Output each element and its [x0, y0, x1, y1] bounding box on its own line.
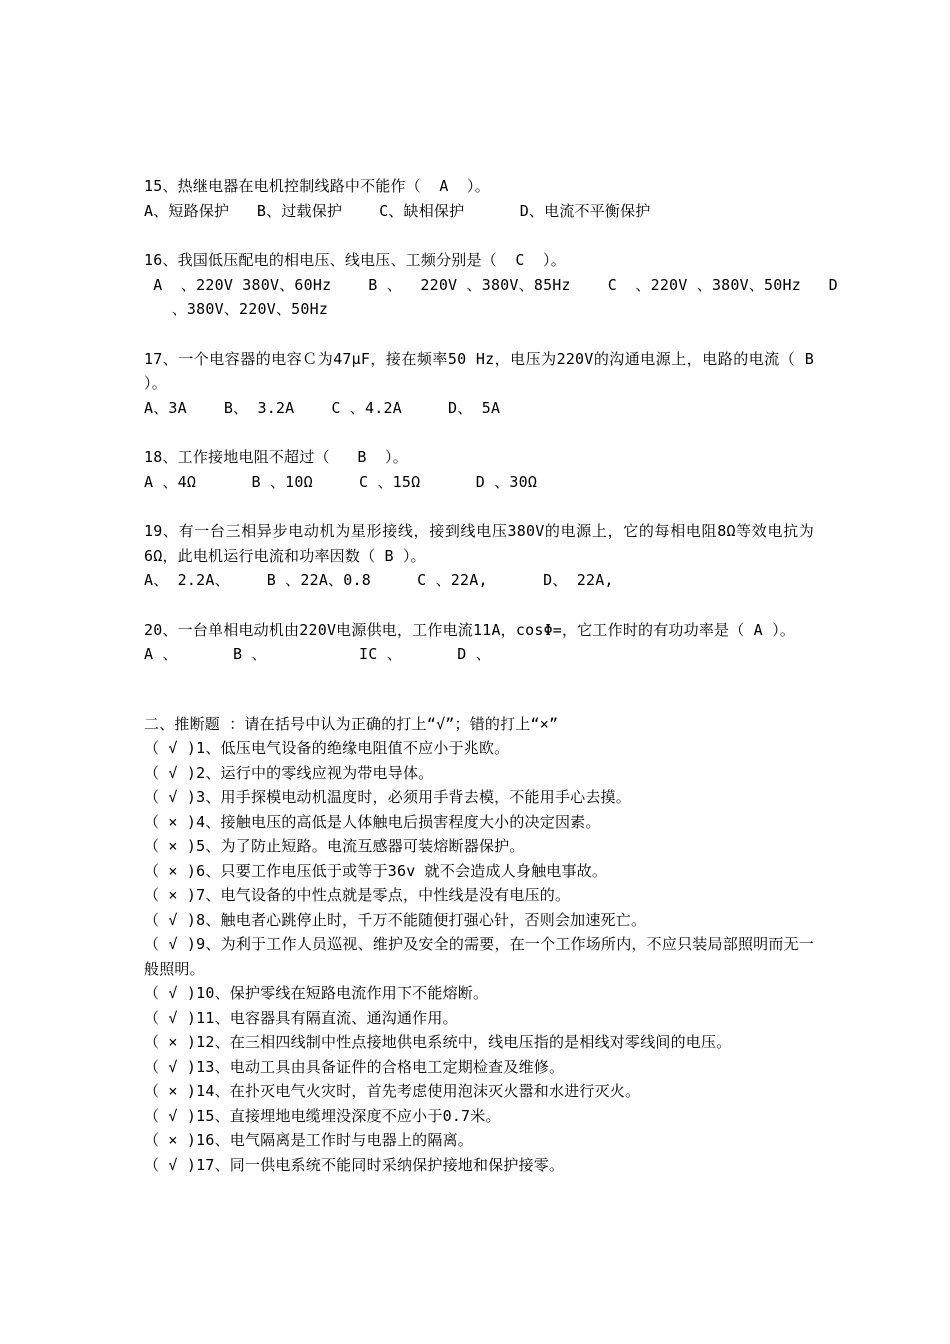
question-options: A 、 B 、 IC 、 D 、	[144, 645, 491, 663]
question-16	[144, 248, 838, 322]
question-options: A、 2.2A、 B 、22A、0.8 C 、22A, D、 22A,	[144, 571, 614, 589]
question-stem: 20、一台单相电动机由220V电源供电，工作电流11A，cosΦ=，它工作时的有功功率是（ A ）。	[144, 620, 796, 639]
question-18	[144, 445, 814, 494]
question-stem: 16、我国低压配电的相电压、线电压、工频分别是（ C ）。	[144, 251, 566, 269]
judgement-item: （ √ )17、同一供电系统不能同时采纳保护接地和保护接零。	[144, 1155, 565, 1174]
question-17	[144, 347, 814, 421]
question-19	[144, 519, 814, 593]
judgement-item: （ × )6、只要工作电压低于或等于36v 就不会造成人身触电事故。	[144, 861, 608, 880]
question-options: A、3A B、 3.2A C 、4.2A D、 5A	[144, 398, 501, 417]
judgement-item: （ √ )8、触电者心跳停止时，千万不能随便打强心针，否则会加速死亡。	[144, 910, 647, 929]
judgement-item: （ √ )11、电容器具有隔直流、通沟通作用。	[144, 1008, 458, 1027]
question-15	[144, 174, 814, 223]
judgement-item: （ √ )10、保护零线在短路电流作用下不能熔断。	[144, 984, 489, 1002]
question-options: A 、220V 380V、60Hz B 、 220V 、380V、85Hz C 、220V 、380V、50Hz D	[144, 275, 838, 294]
section-judgement	[144, 712, 814, 1178]
question-stem: 19、有一台三相异步电动机为星形接线，接到线电压380V的电源上，它的每相电阻8Ω等效电抗为6Ω，此电机运行电流和功率因数（ B ）。	[144, 522, 814, 565]
judgement-item: （ √ )9、为利于工作人员巡视、维护及安全的需要，在一个工作场所内，不应只装局部照明而无一般照明。	[144, 935, 814, 978]
judgement-item: （ × )5、为了防止短路。电流互感器可装熔断器保护。	[144, 837, 525, 855]
judgement-item: （ √ )15、直接埋地电缆埋没深度不应小于0.7米。	[144, 1106, 501, 1125]
question-stem: 17、一个电容器的电容Ｃ为47μF，接在频率50 Hz，电压为220V的沟通电源上，电路的电流（ B ）。	[144, 349, 814, 392]
question-options-cont: 、380V、220V、50Hz	[144, 300, 329, 318]
judgement-item: （ × )16、电气隔离是工作时与电器上的隔离。	[144, 1131, 473, 1149]
question-options: A、短路保护 B、过载保护 C、缺相保护 D、电流不平衡保护	[144, 201, 651, 220]
question-options: A 、4Ω B 、10Ω C 、15Ω D 、30Ω	[144, 472, 538, 491]
question-stem: 18、工作接地电阻不超过（ B ）。	[144, 448, 408, 466]
question-20	[144, 618, 814, 667]
judgement-item: （ × )14、在扑灭电气火灾时，首先考虑使用泡沫灭火嚣和水进行灭火。	[144, 1082, 641, 1100]
judgement-item: （ √ )1、低压电气设备的绝缘电阻值不应小于兆欧。	[144, 739, 510, 757]
judgement-item: （ √ )13、电动工具由具备证件的合格电工定期检查及维修。	[144, 1057, 565, 1076]
section-title: 二、推断题 ：请在括号中认为正确的打上“√”；错的打上“×”	[144, 714, 559, 733]
judgement-item: （ × )12、在三相四线制中性点接地供电系统中，线电压指的是相线对零线间的电压。	[144, 1033, 732, 1051]
judgement-item: （ √ )3、用手探模电动机温度时，必须用手背去模，不能用手心去摸。	[144, 788, 631, 806]
judgement-item: （ × )4、接触电压的高低是人体触电后损害程度大小的决定因素。	[144, 812, 601, 831]
document-content	[144, 174, 838, 1177]
judgement-item: （ × )7、电气设备的中性点就是零点，中性线是没有电压的。	[144, 886, 571, 904]
question-stem: 15、热继电器在电机控制线路中不能作（ A ）。	[144, 177, 490, 195]
judgement-item: （ √ )2、运行中的零线应视为带电导体。	[144, 763, 434, 782]
